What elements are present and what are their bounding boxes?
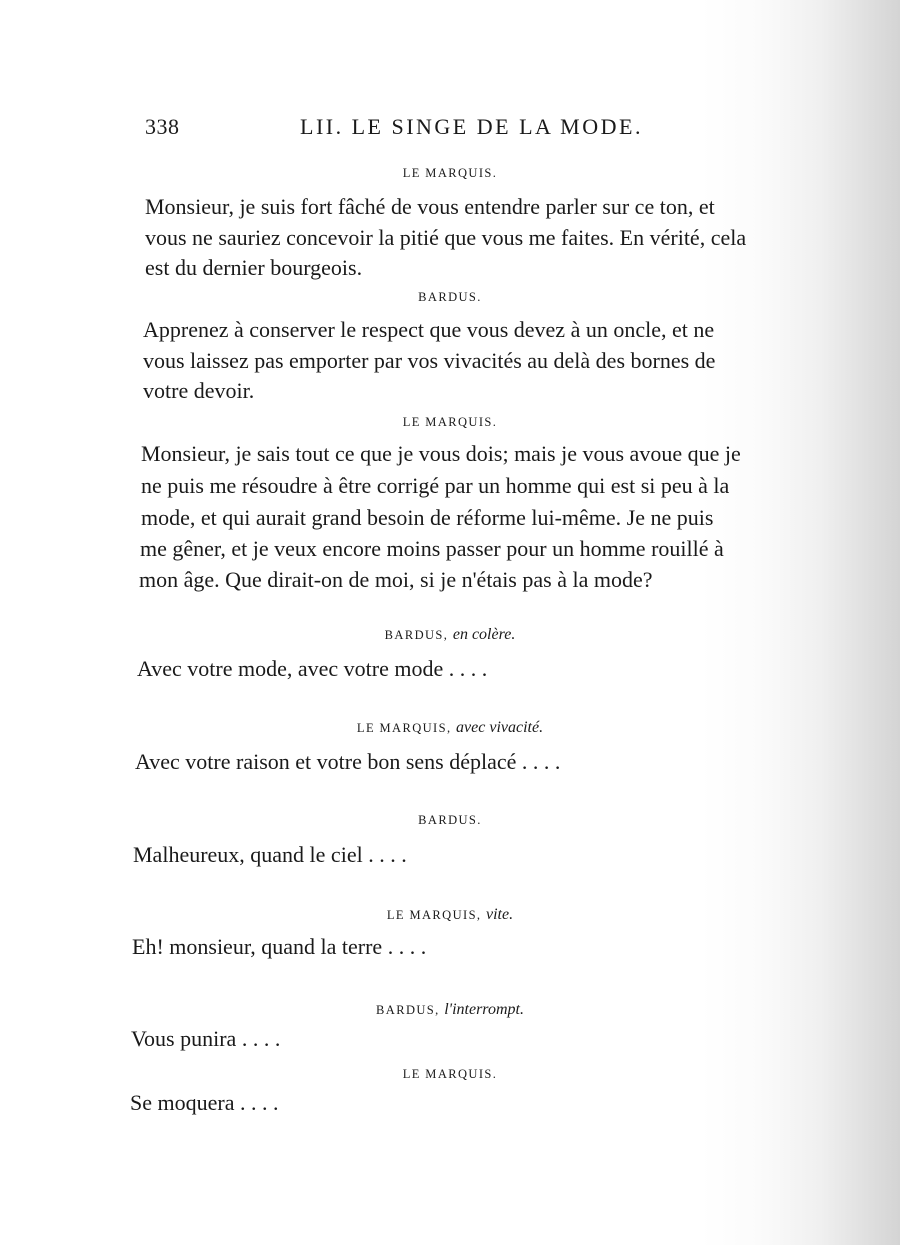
dialogue-line: Monsieur, je sais tout ce que je vous dois; mais je vous avoue que je: [141, 441, 741, 466]
dialogue-line: Apprenez à conserver le respect que vous devez à un oncle, et ne: [143, 317, 715, 342]
speaker-heading: [0, 813, 900, 828]
dialogue-line: est du dernier bourgeois.: [145, 255, 363, 280]
dialogue-line: Vous punira . . . .: [131, 1026, 281, 1051]
dialogue-line: Se moquera . . . .: [130, 1090, 279, 1115]
speaker-heading: [0, 1001, 900, 1019]
speaker-name: BARDUS.: [418, 290, 482, 304]
stage-direction: avec vivacité.: [456, 719, 544, 736]
speaker-name: LE MARQUIS.: [402, 415, 498, 429]
dialogue-line: Malheureux, quand le ciel . . . .: [133, 842, 407, 867]
dialogue-line: mode, et qui aurait grand besoin de réforme lui-même. Je ne puis: [141, 505, 714, 530]
dialogue-line: votre devoir.: [143, 378, 255, 403]
speaker-heading: [0, 906, 900, 924]
dialogue-line: me gêner, et je veux encore moins passer pour un homme rouillé à: [140, 536, 724, 561]
dialogue-line: ne puis me résoudre à être corrigé par un homme qui est si peu à la: [141, 473, 730, 498]
speaker-heading: [0, 290, 900, 305]
stage-direction: vite.: [486, 906, 514, 923]
speaker-name: BARDUS,: [376, 1003, 440, 1017]
dialogue-line: Monsieur, je suis fort fâché de vous entendre parler sur ce ton, et: [145, 194, 715, 219]
dialogue-line: Eh! monsieur, quand la terre . . . .: [132, 934, 427, 959]
speaker-name: BARDUS.: [418, 813, 482, 827]
speaker-name: LE MARQUIS,: [356, 721, 452, 735]
dialogue-line: vous laissez pas emporter par vos vivacités au delà des bornes de: [143, 348, 716, 373]
speaker-name: LE MARQUIS.: [402, 166, 498, 180]
dialogue-line: mon âge. Que dirait-on de moi, si je n'étais pas à la mode?: [139, 567, 653, 592]
speaker-heading: [0, 719, 900, 737]
speaker-name: BARDUS,: [384, 628, 449, 642]
speaker-heading: [0, 166, 900, 181]
dialogue-line: Avec votre mode, avec votre mode . . . .: [137, 656, 488, 681]
dialogue-line: vous ne sauriez concevoir la pitié que vous me faites. En vérité, cela: [145, 225, 747, 250]
running-title: LII. LE SINGE DE LA MODE.: [300, 114, 643, 139]
page-number: 338: [145, 114, 180, 139]
speaker-heading: [0, 626, 900, 644]
dialogue-line: Avec votre raison et votre bon sens déplacé . . . .: [135, 749, 561, 774]
speaker-name: LE MARQUIS,: [386, 908, 482, 922]
page-header: [145, 114, 715, 144]
speaker-heading: [0, 415, 900, 430]
speaker-name: LE MARQUIS.: [402, 1067, 498, 1081]
speaker-heading: [0, 1067, 900, 1082]
stage-direction: l'interrompt.: [444, 1001, 524, 1018]
stage-direction: en colère.: [452, 626, 516, 643]
